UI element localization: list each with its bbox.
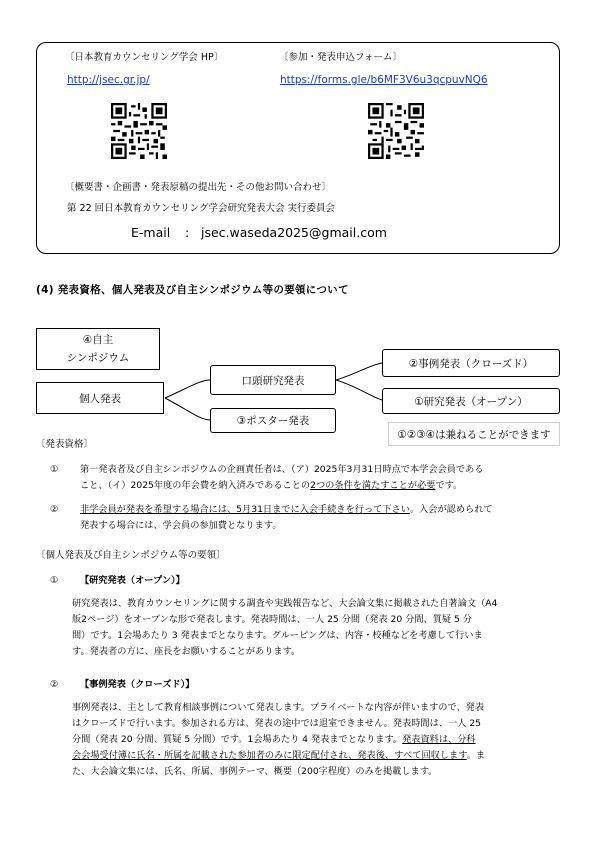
guidelines-label: 〔個人発表及び自主シンポジウム等の要領〕: [36, 550, 226, 561]
diagram-note: ①②③④は兼ねることができます: [388, 422, 560, 446]
connector-oral-case: [336, 363, 382, 380]
qualification-item-1: ① 第一発表者及び自主シンポジウムの企画責任者は、（ア）2025年3月31日時点で本学会会員である こと、（イ）2025年度の年会費を納入済みであることの2つの条件を満たすことが必要です。: [50, 464, 484, 491]
diagram-symposium-box: [36, 328, 160, 370]
diagram-individual-box: 個人発表: [36, 382, 164, 414]
handout-emphasis-cont: 会会場受付簿に氏名・所属を記載された参加者のみに限定配付され、発表後、すべて回収します: [72, 750, 467, 761]
qualification-item-2: ② 非学会員が発表を希望する場合には、5月31日までに入会手続きを行って下さい。入会が認められて 発表する場合には、学会員の参加費となります。: [50, 504, 493, 531]
qualification-label: 〔発表資格〕: [36, 439, 94, 450]
diagram-case-box: ②事例発表（クローズド）: [382, 349, 560, 377]
connector-individual-poster: [165, 398, 210, 420]
section-heading: (4) 発表資格、個人発表及び自主シンポジウム等の要領について: [36, 284, 349, 296]
case-title: ② 【事例発表（クローズド）】: [50, 677, 194, 693]
research-description: 研究発表は、教育カウンセリングに関する調査や実践報告など、大会論文集に掲載された自著論文（A4 版2ページ）をオープンな形で発表します。発表時間は、一人 25 分間（発表 20 分間、質疑 5 分 間）です。1会場あたり 3 発表までとなります。グルーピングは、内容・校種などを考慮して行いま す。発表者の方に、座長をお願いすることがあります。: [72, 598, 498, 657]
item-number: ②: [50, 679, 59, 690]
requirement-emphasis: 2つの条件を満たすことが必要: [310, 480, 436, 491]
hp-link[interactable]: http://jsec.gr.jp/: [67, 74, 150, 86]
case-description: 事例発表は、主として教育相談事例について発表します。プライベートな内容が伴いますので、発表 はクローズドで行います。参加される方は、発表の途中では退室できません。発表時間は、一人 25 分間（発表 20 分間、質疑 5 分間）です。1会場あたり 4 発表までとなります。発表資料は、分科 会会場受付簿に氏名・所属を記載された参加者のみに限定配付され、発表後、すべて回収します。ま た、大会論文集には、氏名、所属、事例テーマ、概要（200字程度）のみを掲載します。: [72, 702, 486, 777]
research-title: ① 【研究発表（オープン）】: [50, 573, 185, 589]
connector-oral-research: [336, 380, 382, 400]
email-address[interactable]: jsec.waseda2025@gmail.com: [201, 225, 387, 240]
form-label: 〔参加・発表申込フォーム〕: [279, 52, 403, 63]
email-label: E-mail: [131, 225, 171, 240]
item-number: ①: [50, 464, 59, 475]
deadline-emphasis: 非学会員が発表を希望する場合には、5月31日までに入会手続きを行って下さい: [80, 504, 410, 515]
diagram-research-box: ①研究発表（オープン）: [382, 388, 560, 414]
handout-emphasis: 発表資料は、分科: [402, 734, 476, 745]
form-link[interactable]: https://forms.gle/b6MF3V6u3qcpuvNQ6: [280, 74, 488, 86]
item-number: ①: [50, 575, 59, 586]
committee-name: 第 22 回日本教育カウンセリング学会研究発表大会 実行委員会: [67, 203, 335, 214]
hp-label: 〔日本教育カウンセリング学会 HP〕: [65, 52, 224, 63]
diagram-oral-box: 口頭研究発表: [210, 365, 336, 395]
inquiry-label: 〔概要書・企画書・発表原稿の提出先・その他お問い合わせ〕: [65, 182, 332, 193]
diagram-symposium-line2: シンポジウム: [66, 352, 130, 364]
email-colon: :: [185, 225, 190, 240]
diagram-poster-box: ③ポスター発表: [210, 408, 336, 433]
item-number: ②: [50, 504, 59, 515]
connector-individual-oral: [165, 380, 210, 398]
diagram-symposium-line1: ④自主: [82, 334, 114, 346]
